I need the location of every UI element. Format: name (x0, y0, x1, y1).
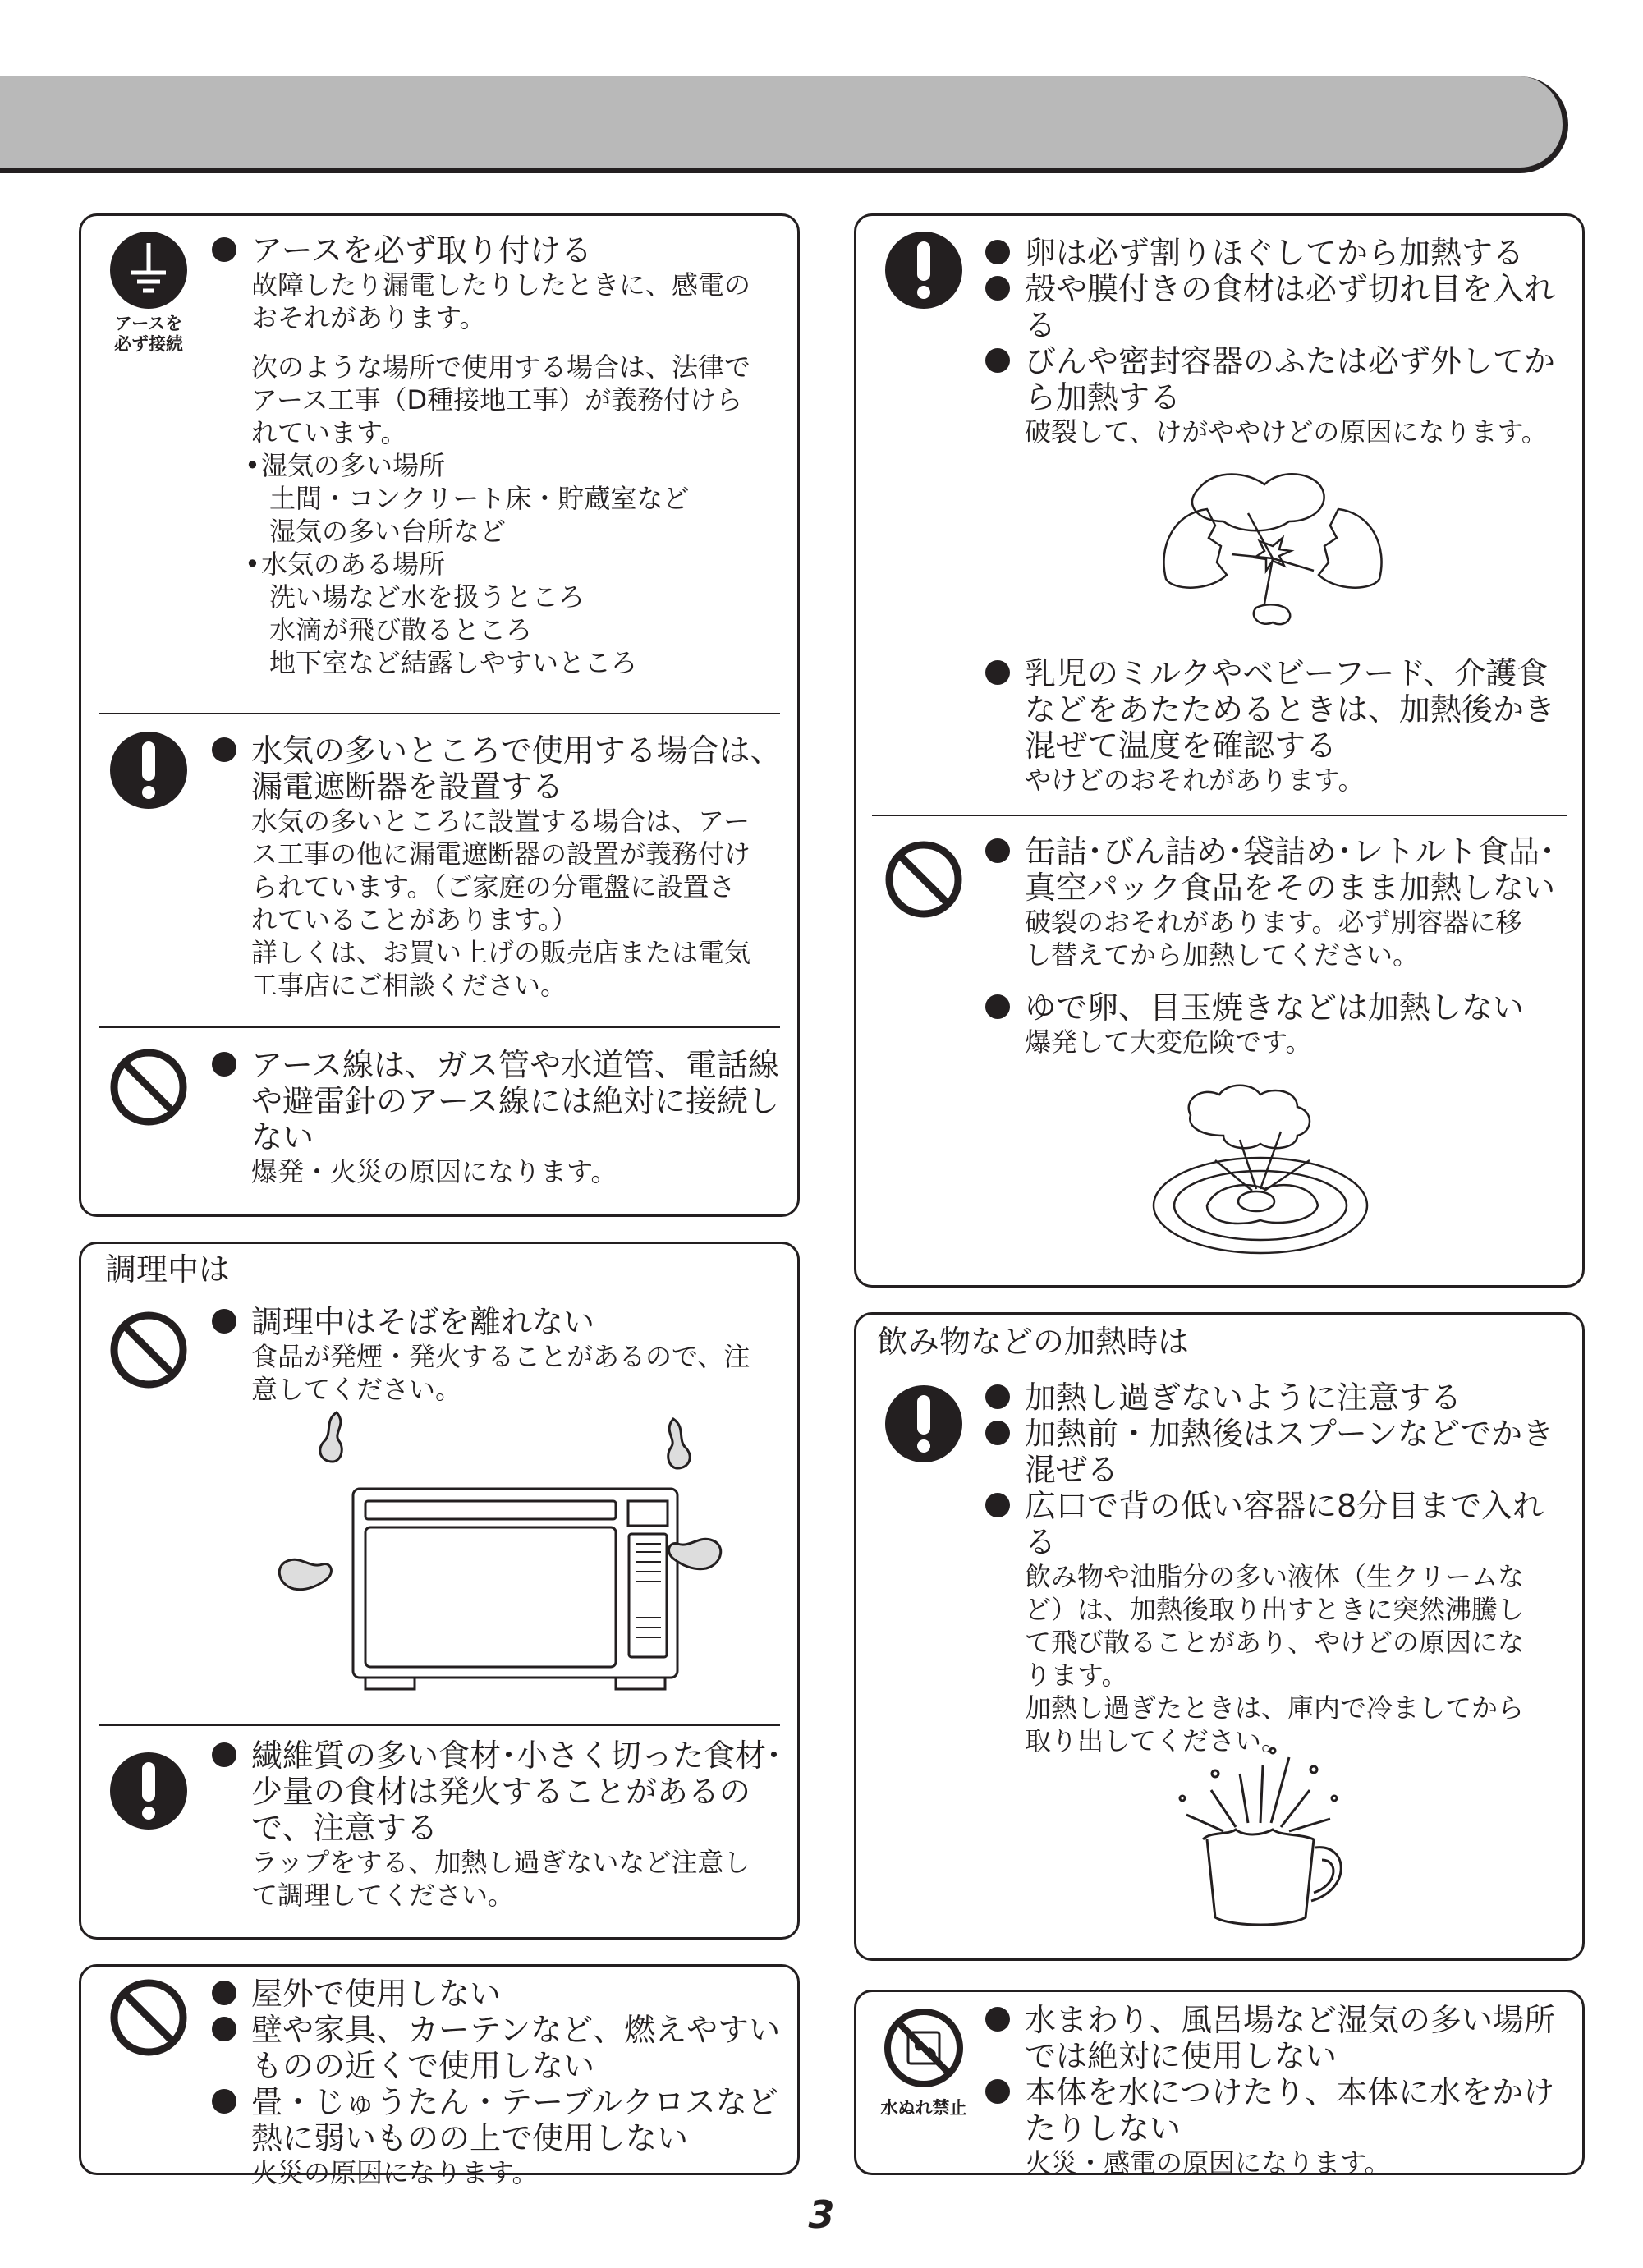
exclamation-icon (108, 1751, 189, 1831)
prohibition-icon (883, 839, 964, 920)
drinks-item-3: 広口で背の低い容器に8分目まで入れる (985, 1488, 1568, 1560)
cooking-section-title: 調理中は (105, 1251, 231, 1288)
earth-desc2: 次のような場所で使用する場合は、法律で アース工事（D種接地工事）が義務付けら れています。 (251, 351, 751, 448)
cooking-item-1-title: 調理中はそばを離れない (212, 1304, 787, 1340)
drinks-section-title: 飲み物などの加熱時は (877, 1324, 1190, 1360)
breaker-item (212, 732, 787, 1002)
no-water-icon (883, 2008, 964, 2088)
eggs-items (985, 235, 1568, 448)
earth-place-2: • 水気のある場所 (245, 549, 446, 580)
cans-item (985, 833, 1568, 1058)
milk-title: 乳児のミルクやベビーフード、介護食 などをあたためるときは、加熱後かき 混ぜて温度を確認する (985, 655, 1568, 764)
prohibition-icon (108, 1977, 189, 2058)
outdoor-items (212, 1976, 787, 2189)
drinks-desc: 飲み物や油脂分の多い液体（生クリームな ど）は、加熱後取り出すときに突然沸騰し て飛び散ることがあり、やけどの原因にな ります。 加熱し過ぎたときは、庫内で冷ましてから 取り出してください。 (1025, 1561, 1525, 1756)
fried-egg-plate-illustration (1150, 1082, 1371, 1263)
cooking-item-1 (212, 1304, 787, 1406)
earth-desc: 故障したり漏電したりしたときに、感電の おそれがあります。 (251, 269, 751, 333)
exclamation-icon (883, 1384, 964, 1464)
drinks-item-1: 加熱し過ぎないように注意する (985, 1380, 1568, 1416)
earth-line-title: アース線は、ガス管や水道管、電話線 や避雷針のアース線には絶対に接続し ない (212, 1047, 787, 1155)
water-items (985, 2002, 1568, 2179)
no-water-icon-caption: 水ぬれ禁止 (880, 2098, 967, 2118)
cooking-item-1-desc: 食品が発煙・発火することがあるので、注 意してください。 (251, 1341, 750, 1405)
cooking-item-2-desc: ラップをする、加熱し過ぎないなど注意し て調理してください。 (251, 1847, 750, 1911)
exploding-egg-illustration (1150, 464, 1396, 636)
page-number: 3 (808, 2192, 835, 2237)
exclamation-icon (883, 230, 964, 310)
earth-place-1: • 湿気の多い場所 (245, 450, 446, 481)
eggs-item-1: 卵は必ず割りほぐしてから加熱する (985, 235, 1568, 271)
divider (99, 1724, 780, 1726)
earth-place-2-desc: 洗い場など水を扱うところ 水滴が飛び散るところ 地下室など結露しやすいところ (269, 581, 638, 678)
milk-item (985, 655, 1568, 797)
earth-icon-caption: アースを 必ず接続 (114, 314, 183, 354)
divider (99, 1026, 780, 1028)
earth-icon (108, 230, 189, 310)
drinks-items (985, 1380, 1568, 1757)
prohibition-icon (108, 1047, 189, 1127)
boiled-egg-desc: 爆発して大変危険です。 (1025, 1026, 1312, 1058)
cans-desc: 破裂のおそれがあります。必ず別容器に移 し替えてから加熱してください。 (1025, 907, 1522, 971)
earth-place-1-desc: 土間・コンクリート床・貯蔵室など 湿気の多い台所など (269, 483, 690, 547)
earth-line-item (212, 1047, 787, 1188)
cooking-item-2 (212, 1738, 787, 1912)
boiled-egg-title: ゆで卵、目玉焼きなどは加熱しない (985, 989, 1568, 1026)
drinks-item-2: 加熱前・加熱後はスプーンなどでかき 混ぜる (985, 1416, 1568, 1488)
water-item-1: 水まわり、風呂場など湿気の多い場所 では絶対に使用しない (985, 2002, 1568, 2074)
earth-title: アースを必ず取り付ける (212, 232, 787, 269)
header-band (0, 76, 1568, 173)
exclamation-icon (108, 730, 189, 810)
cans-title: 缶詰･びん詰め･袋詰め･レトルト食品･ 真空パック食品をそのまま加熱しない (985, 833, 1568, 906)
milk-desc: やけどのおそれがあります。 (1025, 764, 1365, 796)
divider (872, 815, 1567, 816)
prohibition-icon (108, 1310, 189, 1390)
cooking-item-2-title: 繊維質の多い食材･小さく切った食材･ 少量の食材は発火することがあるの で、注意する (212, 1738, 787, 1846)
eggs-desc: 破裂して、けがややけどの原因になります。 (1025, 416, 1548, 448)
earth-item (212, 232, 787, 679)
outdoor-item-3: 畳・じゅうたん・テーブルクロスなど 熱に弱いものの上で使用しない (212, 2084, 787, 2156)
eggs-item-2: 殻や膜付きの食材は必ず切れ目を入れ る (985, 271, 1568, 343)
outdoor-item-2: 壁や家具、カーテンなど、燃えやすい ものの近くで使用しない (212, 2012, 787, 2084)
breaker-desc: 水気の多いところに設置する場合は、アー ス工事の他に漏電遮断器の設置が義務付け られています。（ご家庭の分電盤に設置さ れていることがあります。） 詳しくは、お買い上げの販売店または電気 工事店にご相談ください。 (251, 806, 751, 1001)
water-item-2: 本体を水につけたり、本体に水をかけ たりしない (985, 2074, 1568, 2146)
divider (99, 713, 780, 714)
outdoor-desc: 火災の原因になります。 (251, 2157, 539, 2188)
boiling-cup-illustration (1166, 1741, 1355, 1930)
microwave-smoke-illustration (271, 1404, 731, 1700)
earth-line-desc: 爆発・火災の原因になります。 (251, 1156, 617, 1187)
eggs-item-3: びんや密封容器のふたは必ず外してか ら加熱する (985, 343, 1568, 415)
water-desc: 火災・感電の原因になります。 (1025, 2147, 1391, 2178)
outdoor-item-1: 屋外で使用しない (212, 1976, 787, 2012)
breaker-title: 水気の多いところで使用する場合は、 漏電遮断器を設置する (212, 732, 787, 805)
